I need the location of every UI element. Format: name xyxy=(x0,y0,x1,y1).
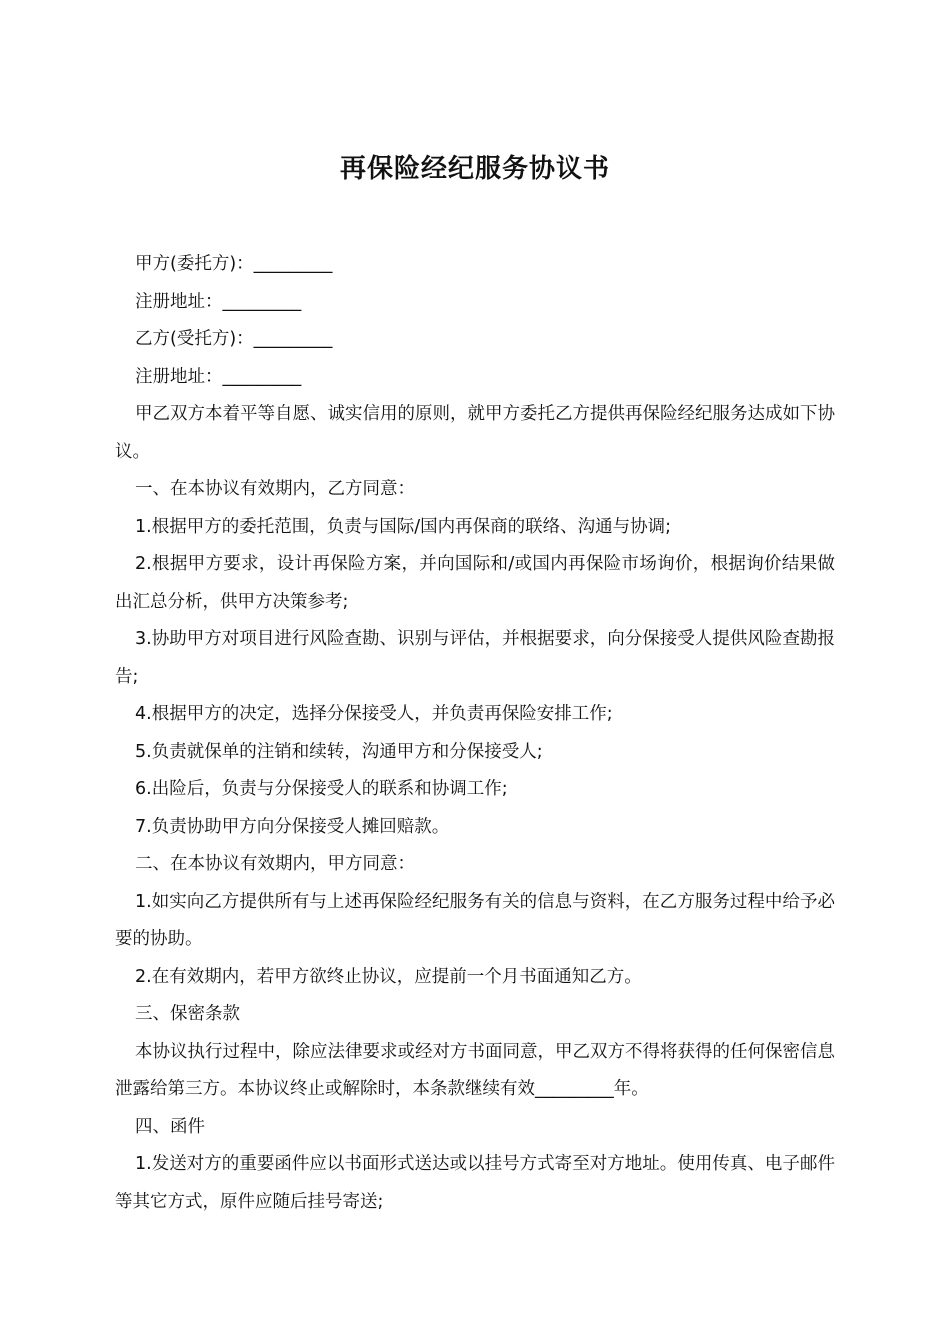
section-heading-3: 三、保密条款 xyxy=(135,1004,240,1024)
section-1-item-7: 7.负责协助甲方向分保接受人摊回赔款。 xyxy=(135,816,450,837)
section-2-item-2: 2.在有效期内，若甲方欲终止协议，应提前一个月书面通知乙方。 xyxy=(135,966,642,987)
section-heading-1: 一、在本协议有效期内，乙方同意： xyxy=(135,479,415,499)
section-heading-2: 二、在本协议有效期内，甲方同意： xyxy=(135,854,415,874)
document-title: 再保险经纪服务协议书 xyxy=(339,154,610,185)
party-a-address-line: 注册地址：_________ xyxy=(135,291,302,312)
section-1-item-1: 1.根据甲方的委托范围，负责与国际/国内再保商的联络、沟通与协调; xyxy=(135,516,671,537)
section-heading-4: 四、函件 xyxy=(135,1116,205,1137)
party-b-line: 乙方(受托方)：_________ xyxy=(135,329,333,349)
section-1-item-5: 5.负责就保单的注销和续转，沟通甲方和分保接受人; xyxy=(135,741,543,762)
party-a-line: 甲方(委托方)：_________ xyxy=(135,254,333,274)
preamble-paragraph: 甲乙双方本着平等自愿、诚实信用的原则，就甲方委托乙方提供再保险经纪服务达成如下协议。 xyxy=(115,404,835,462)
section-4-item-1: 1.发送对方的重要函件应以书面形式送达或以挂号方式寄至对方地址。使用传真、电子邮件等其它方式，原件应随后挂号寄送; xyxy=(115,1154,835,1212)
section-1-item-4: 4.根据甲方的决定，选择分保接受人，并负责再保险安排工作; xyxy=(135,704,613,724)
party-b-address-line: 注册地址：_________ xyxy=(135,366,302,387)
section-1-item-6: 6.出险后，负责与分保接受人的联系和协调工作; xyxy=(135,779,508,799)
section-2-item-1: 1.如实向乙方提供所有与上述再保险经纪服务有关的信息与资料，在乙方服务过程中给予必要的协助。 xyxy=(115,891,835,949)
section-1-item-2: 2.根据甲方要求，设计再保险方案，并向国际和/或国内再保险市场询价，根据询价结果做出汇总分析，供甲方决策参考; xyxy=(115,554,835,612)
section-1-item-3: 3.协助甲方对项目进行风险查勘、识别与评估，并根据要求，向分保接受人提供风险查勘报告; xyxy=(115,629,835,687)
document-body xyxy=(115,246,835,1221)
confidentiality-paragraph: 本协议执行过程中，除应法律要求或经对方书面同意，甲乙双方不得将获得的任何保密信息泄露给第三方。本协议终止或解除时，本条款继续有效_________年。 xyxy=(115,1041,835,1099)
